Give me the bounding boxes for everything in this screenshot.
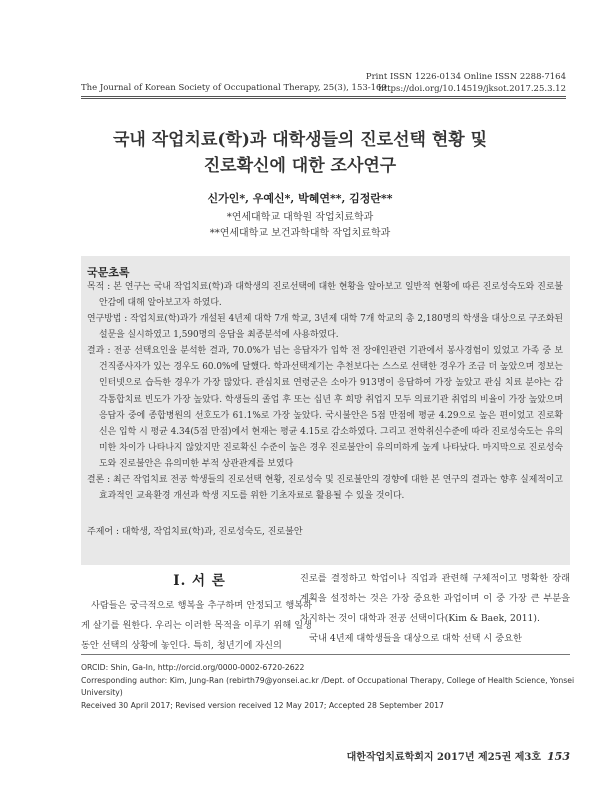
corresponding-author-note: Corresponding author: Kim, Jung-Ran (rebirth79@yonsei.ac.kr /Dept. of Occupational Therapy, College of Health Science, Yonsei University): [81, 675, 575, 697]
page-number: 153: [547, 750, 570, 763]
footnotes: [81, 662, 581, 712]
title-line-1: 국내 작업치료(학)과 대학생들의 진로선택 현황 및: [112, 130, 488, 150]
abstract-results: 결과 : 전공 선택요인을 분석한 결과, 70.0%가 넘는 응답자가 입학 전 장애인관련 기관에서 봉사경험이 있었고 가족 중 보건직종사자가 있는 경우도 60.0%에 달했다. 학과선택계기는 추천보다는 스스로 선택한 경우가 조금 더 높았으며 정보는 인터넷으로 습득한 경우가 가장 많았다. 관심치료 연령군은 소아가 913명이 응답하여 가장 높았고 관심 치료 분야는 감각통합치료 빈도가 가장 높았다. 학생들의 졸업 후 또는 십년 후 희망 취업지 모두 의료기관 취업의 비율이 가장 높았으며 응답자 중에 종합병원의 선호도가 61.1%로 가장 높았다. 국시불안은 5점 만점에 평균 4.29으로 높은 편이었고 진로확신은 입학 시 평균 4.34(5점 만점)에서 현재는 평균 4.15로 감소하였다. 그리고 전학취신수준에 따라 진로성숙도는 유의미한 차이가 나타나지 않았지만 진로확신 수준이 높은 경우 진로불안이 유의미하게 높게 나타났다. 마지막으로 진로성숙도와 진로불안은 유의미한 부적 상관관계를 보였다: [87, 346, 563, 470]
received-dates-note: Received 30 April 2017; Revised version received 12 May 2017; Accepted 28 September 2017: [81, 700, 444, 710]
title-line-2: 진로확신에 대한 조사연구: [203, 156, 397, 176]
intro-right-paragraph-2: 국내 4년제 대학생들을 대상으로 대학 선택 시 중요한: [300, 633, 522, 644]
issn-block: [366, 71, 566, 95]
footnote-rule: [81, 654, 570, 655]
journal-citation: The Journal of Korean Society of Occupational Therapy, 25(3), 153-169: [81, 83, 387, 93]
intro-right-paragraph-1: 진로를 결정하고 학업이나 직업과 관련해 구체적이고 명확한 장래 계획을 설정하는 것은 가장 중요한 과업이며 이 중 가장 큰 부분을 차지하는 것이 대학과 전공 선택이다(Kim & Baek, 2011).: [300, 573, 570, 624]
abstract-purpose: 목적 : 본 연구는 국내 작업치료(학)과 대학생의 진로선택에 대한 현황을 알아보고 일반적 현황에 따른 진로성숙도와 진로불안감에 대해 알아보고자 하였다.: [87, 282, 563, 309]
abstract-heading: 국문초록: [87, 266, 130, 279]
author-list: 신가인*, 우예신*, 박혜연**, 김정란**: [207, 192, 393, 205]
intro-right-column: [300, 569, 570, 649]
doi-link[interactable]: https://doi.org/10.14519/jksot.2017.25.3.12: [378, 84, 566, 94]
affiliation-1: *연세대학교 대학원 작업치료학과: [226, 212, 374, 223]
abstract-keywords: 주제어 : 대학생, 작업치료(학)과, 진로성숙도, 진로불안: [87, 527, 303, 537]
abstract-conclusion: 결론 : 최근 작업치료 전공 학생들의 진로선택 현황, 진로성숙 및 진로불안의 경향에 대한 본 연구의 결과는 향후 실제적이고 효과적인 교육환경 개선과 학생 지도를 위한 기초자료로 활용될 수 있을 것이다.: [87, 475, 563, 502]
article-title: [0, 127, 600, 179]
intro-left-column: 사람들은 궁극적으로 행복을 추구하며 안정되고 행복하게 살기를 원한다. 우리는 이러한 목적을 이루기 위해 일생동안 선택의 상황에 놓인다. 특히, 청년기에 자신의: [81, 600, 312, 651]
header-rule: [81, 96, 566, 97]
affiliation-2: **연세대학교 보건과학대학 작업치료학과: [209, 228, 391, 239]
issn-text: Print ISSN 1226-0134 Online ISSN 2288-7164: [365, 72, 566, 82]
page-footer: [347, 748, 570, 763]
header-rule-2: [81, 98, 566, 99]
abstract-methods: 연구방법 : 작업치료(학)과가 개설된 4년제 대학 7개 학교, 3년제 대학 7개 학교의 총 2,180명의 학생을 대상으로 구조화된 설문을 실시하였고 1,590명의 응답을 최종분석에 사용하였다.: [87, 314, 563, 341]
section-heading-introduction: Ⅰ. 서 론: [173, 573, 226, 589]
orcid-note[interactable]: ORCID: Shin, Ga-In, http://orcid.org/0000-0002-6720-2622: [81, 663, 305, 672]
footer-journal: 대한작업치료학회지 2017년 제25권 제3호: [346, 752, 542, 763]
